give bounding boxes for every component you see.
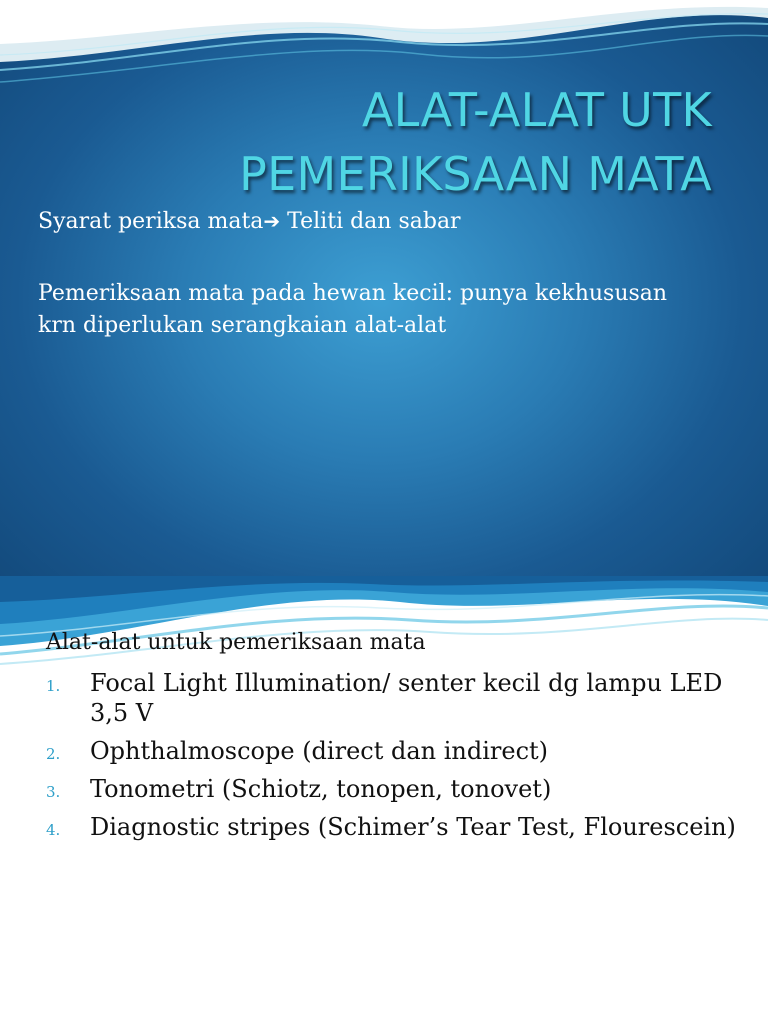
- list-item: [46, 774, 736, 804]
- list-intro: Alat-alat untuk pemeriksaan mata: [46, 630, 426, 655]
- list-item-text: Ophthalmoscope (direct dan indirect): [90, 737, 549, 765]
- requirement-text: Syarat periksa mata: [38, 209, 264, 234]
- list-item-text: Focal Light Illumination/ senter kecil dg lampu LED 3,5 V: [90, 669, 723, 727]
- slide-2: [0, 576, 768, 1024]
- list-number: 4.: [46, 821, 61, 839]
- list-item-text: Diagnostic stripes (Schimer’s Tear Test, Flourescein): [90, 813, 736, 841]
- wave-decoration-top: [0, 0, 768, 90]
- paragraph-line-1: Pemeriksaan mata pada hewan kecil: punya kekhususan: [38, 281, 668, 306]
- list-item: [46, 736, 736, 766]
- list-item: [46, 668, 736, 728]
- requirement-line: [38, 205, 738, 238]
- list-number: 1.: [46, 677, 61, 695]
- paragraph-line-2: krn diperlukan serangkaian alat-alat: [38, 313, 447, 338]
- slide-title-line-2: PEMERIKSAAN MATA: [239, 147, 712, 201]
- slide-1-body: [38, 205, 738, 342]
- slide-title-line-1: ALAT-ALAT UTK: [361, 83, 712, 137]
- slide-title: [150, 78, 712, 206]
- list-item: [46, 812, 736, 842]
- list-number: 3.: [46, 783, 61, 801]
- equipment-list: [46, 668, 736, 842]
- slide-2-body: [46, 626, 736, 842]
- list-item-text: Tonometri (Schiotz, tonopen, tonovet): [90, 775, 552, 803]
- requirement-answer: Teliti dan sabar: [280, 209, 461, 234]
- list-number: 2.: [46, 745, 61, 763]
- arrow-icon: ➔: [263, 209, 281, 233]
